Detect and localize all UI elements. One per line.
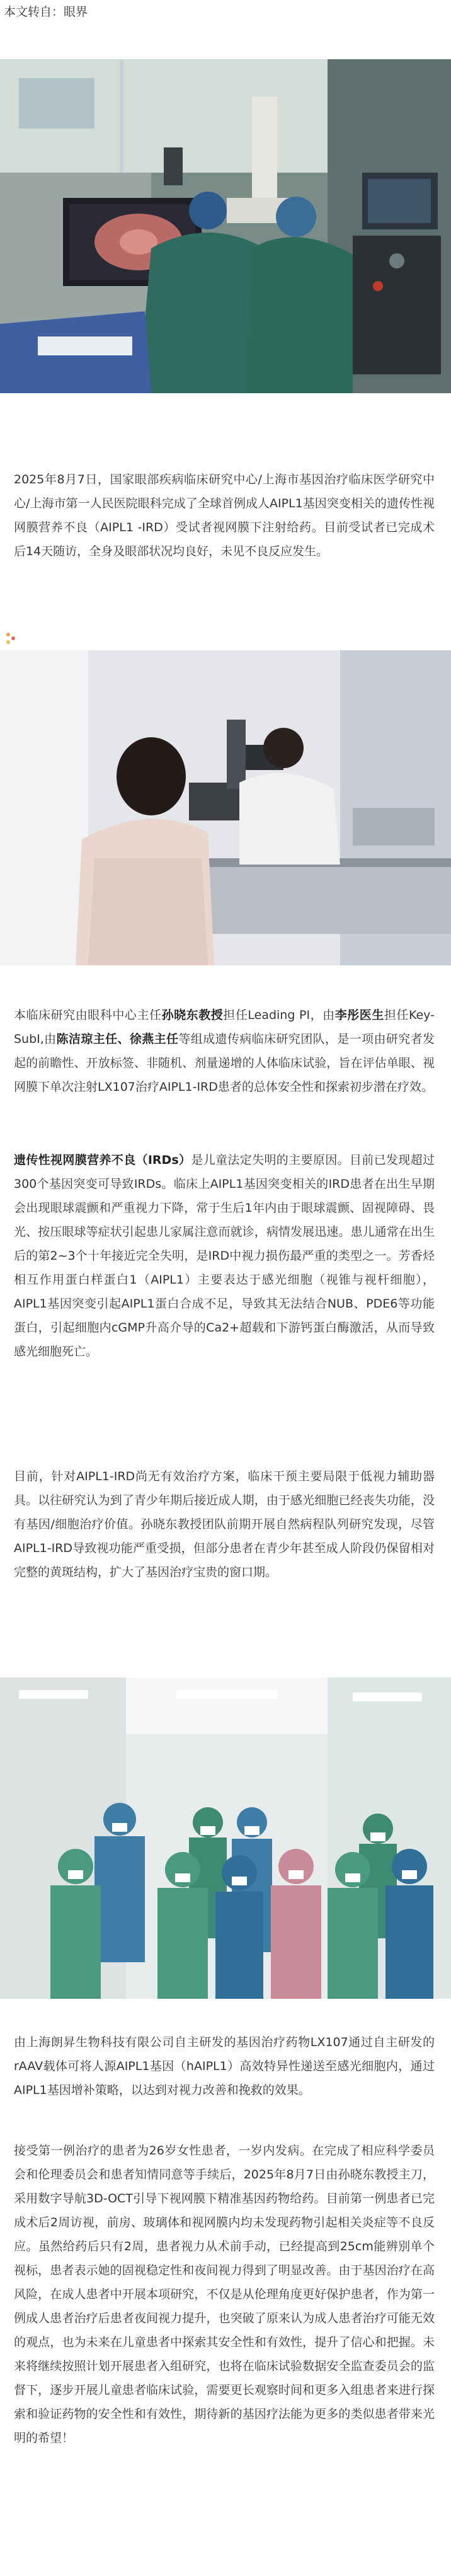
decorative-dot	[6, 633, 10, 636]
team-directors-names: 陈洁琼主任、徐燕主任	[56, 1032, 179, 1046]
team-text-1: 本临床研究由眼科中心主任	[14, 1008, 162, 1022]
treatment-status-paragraph: 目前，针对AIPL1-IRD尚无有效治疗方案，临床干预主要局限于低视力辅助器具。以往研究认为到了青少年期后接近成人期，由于感光细胞已经丧失功能，没有基因/细胞治疗价值。孙晓东教授团队前期开展自然病程队列研究发现，尽管AIPL1-IRD导致视功能严重受损，但部分患者在青少年甚至成人阶段仍保留相对完整的黄斑结构，扩大了基因治疗宝贵的窗口期。	[14, 1469, 435, 1579]
decorative-dot	[11, 636, 15, 640]
team-text-2: 担任Leading PI，由	[223, 1008, 335, 1022]
drug-description-paragraph: 由上海朗昇生物科技有限公司自主研发的基因治疗药物LX107通过自主研发的rAAV载体可将人源AIPL1基因（hAIPL1）高效特异性递送至感光细胞内，通过AIPL1基因增补策略，以达到对视力改善和挽救的效果。	[14, 2035, 435, 2097]
ird-term: 遗传性视网膜营养不良（IRDs）	[14, 1153, 191, 1167]
disease-background-paragraph	[14, 1148, 435, 1364]
eye-exam-photo	[0, 650, 451, 965]
decorative-dot	[6, 640, 10, 644]
key-subi-name: 李彤医生	[334, 1008, 384, 1022]
source-line: 本文转自：眼界	[4, 5, 88, 19]
surgery-photo	[0, 59, 451, 393]
first-patient-paragraph: 接受第一例治疗的患者为26岁女性患者，一岁内发病。在完成了相应科学委员会和伦理委员会和患者知情同意等手续后，2025年8月7日由孙晓东教授主刀，采用数字导航3D-OCT引导下视网膜下精准基因药物给药。目前第一例患者已完成术后2周访视，前房、玻璃体和视网膜内均未发现药物引起相关炎症等不良反应。虽然给药后只有2周，患者视力从术前手动，已经提高到25cm能辨别单个视标，患者表示她的固视稳定性和夜间视力得到了明显改善。由于基因治疗在高风险，在成人患者中开展本项研究，不仅是从伦理角度更好保护患者，作为第一例成人患者治疗后患者夜间视力提升，也突破了原来认为成人患者治疗可能无效的观点，也为未来在儿童患者中探索其安全性和有效性，提升了信心和把握。未来将继续按照计划开展患者入组研究，也将在临床试验数据安全监查委员会的监督下，逐步开展儿童患者临床试验，需要更长观察时间和更多入组患者来进行探索和验证药物的安全性和有效性，期待新的基因疗法能为更多的类似患者带来光明的希望！	[14, 2144, 435, 2445]
disease-text: 是儿童法定失明的主要原因。目前已发现超过300个基因突变可导致IRDs。临床上AIPL1基因突变相关的IRD患者在出生早期会出现眼球震颤和严重视力下降，常于生后1年内由于眼球震颤、固视障碍、畏光、按压眼球等症状引起患儿家属注意而就诊，病情发展迅速。患儿通常在出生后的第2~3个十年接近完全失明，是IRD中视力损伤最严重的类型之一。芳香烃相互作用蛋白样蛋白1（AIPL1）主要表达于感光细胞（视锥与视杆细胞），AIPL1基因突变引起AIPL1蛋白合成不足，导致其无法结合NUB、PDE6等功能蛋白，引起细胞内cGMP升高介导的Ca2+超载和下游钙蛋白酶激活，从而导致感光细胞死亡。	[14, 1153, 435, 1359]
team-text-3: 担任Key-SubI,由	[14, 1008, 435, 1046]
team-text-4: 等组成遗传病临床研究团队，是一项由研究者发起的前瞻性、开放标签、非随机、剂量递增的人体临床试验，旨在评估单眼、视网膜下单次注射LX107治疗AIPL1-IRD患者的总体安全性和探索初步潜在疗效。	[14, 1032, 435, 1094]
leading-pi-name: 孙晓东教授	[161, 1008, 224, 1022]
research-team-paragraph	[14, 1003, 435, 1099]
team-group-photo	[0, 1677, 451, 1999]
intro-paragraph: 2025年8月7日，国家眼部疾病临床研究中心/上海市基因治疗临床医学研究中心/上海市第一人民医院眼科完成了全球首例成人AIPL1基因突变相关的遗传性视网膜营养不良（AIPL1 -IRD）受试者视网膜下注射给药。目前受试者已完成术后14天随访，全身及眼部状况均良好，未见不良反应发生。	[14, 473, 435, 558]
